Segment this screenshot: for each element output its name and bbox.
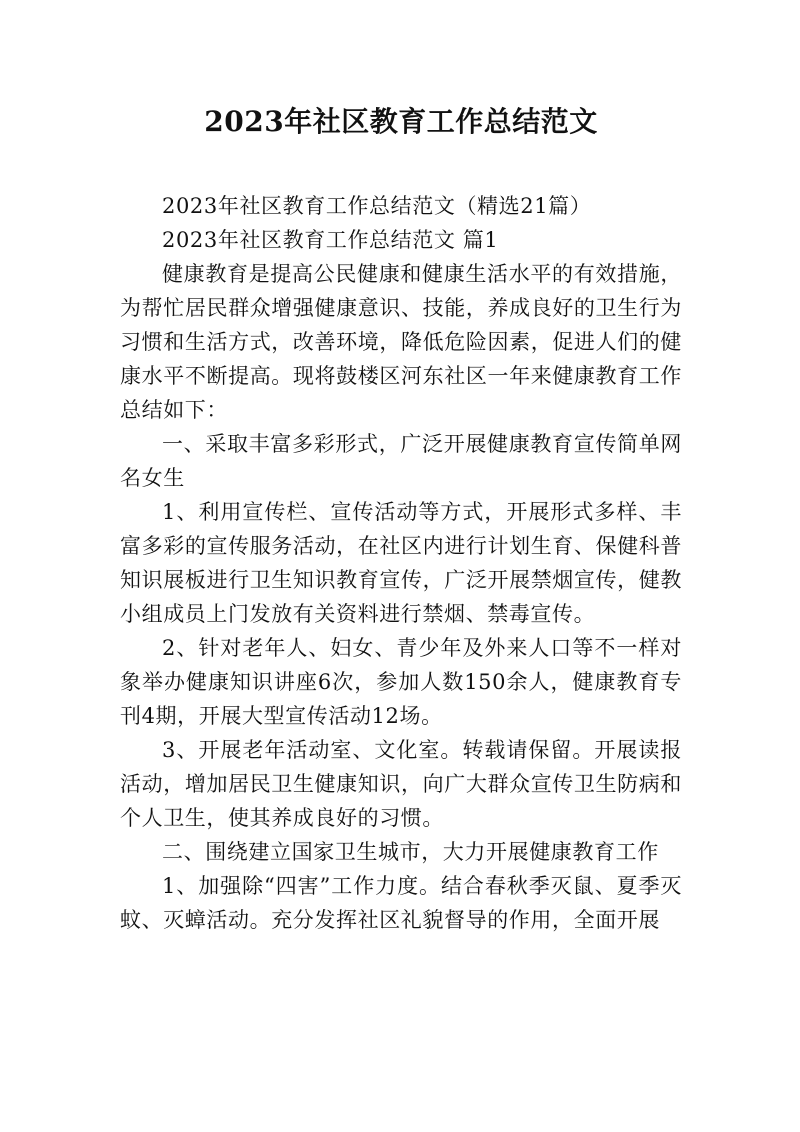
paragraph-subtitle: 2023年社区教育工作总结范文（精选21篇）	[162, 194, 592, 218]
paragraph-item-3: 3、开展老年活动室、文化室。转载请保留。开展读报活动，增加居民卫生健康知识，向广大群众宣传卫生防病和个人卫生，使其养成良好的习惯。	[120, 738, 682, 830]
paragraph-heading-two: 二、围绕建立国家卫生城市，大力开展健康教育工作	[162, 840, 659, 864]
paragraph-heading-one: 一、采取丰富多彩形式，广泛开展健康教育宣传简单网名女生	[120, 432, 682, 490]
paragraph-item-2: 2、针对老年人、妇女、青少年及外来人口等不一样对象举办健康知识讲座6次，参加人数150余人，健康教育专刊4期，开展大型宣传活动12场。	[120, 636, 682, 728]
document-body	[120, 189, 682, 937]
paragraph-item-2-1: 1、加强除“四害”工作力度。结合春秋季灭鼠、夏季灭蚊、灭蟑活动。充分发挥社区礼貌督导的作用，全面开展	[120, 874, 682, 932]
paragraph-intro: 健康教育是提高公民健康和健康生活水平的有效措施，为帮忙居民群众增强健康意识、技能，养成良好的卫生行为习惯和生活方式，改善环境，降低危险因素，促进人们的健康水平不断提高。现将鼓楼区河东社区一年来健康教育工作总结如下：	[120, 262, 682, 422]
paragraph-section-heading: 2023年社区教育工作总结范文 篇1	[162, 228, 499, 252]
paragraph-item-1: 1、利用宣传栏、宣传活动等方式，开展形式多样、丰富多彩的宣传服务活动，在社区内进行计划生育、保健科普知识展板进行卫生知识教育宣传，广泛开展禁烟宣传，健教小组成员上门发放有关资料进行禁烟、禁毒宣传。	[120, 500, 682, 626]
document-title: 2023年社区教育工作总结范文	[204, 105, 598, 138]
